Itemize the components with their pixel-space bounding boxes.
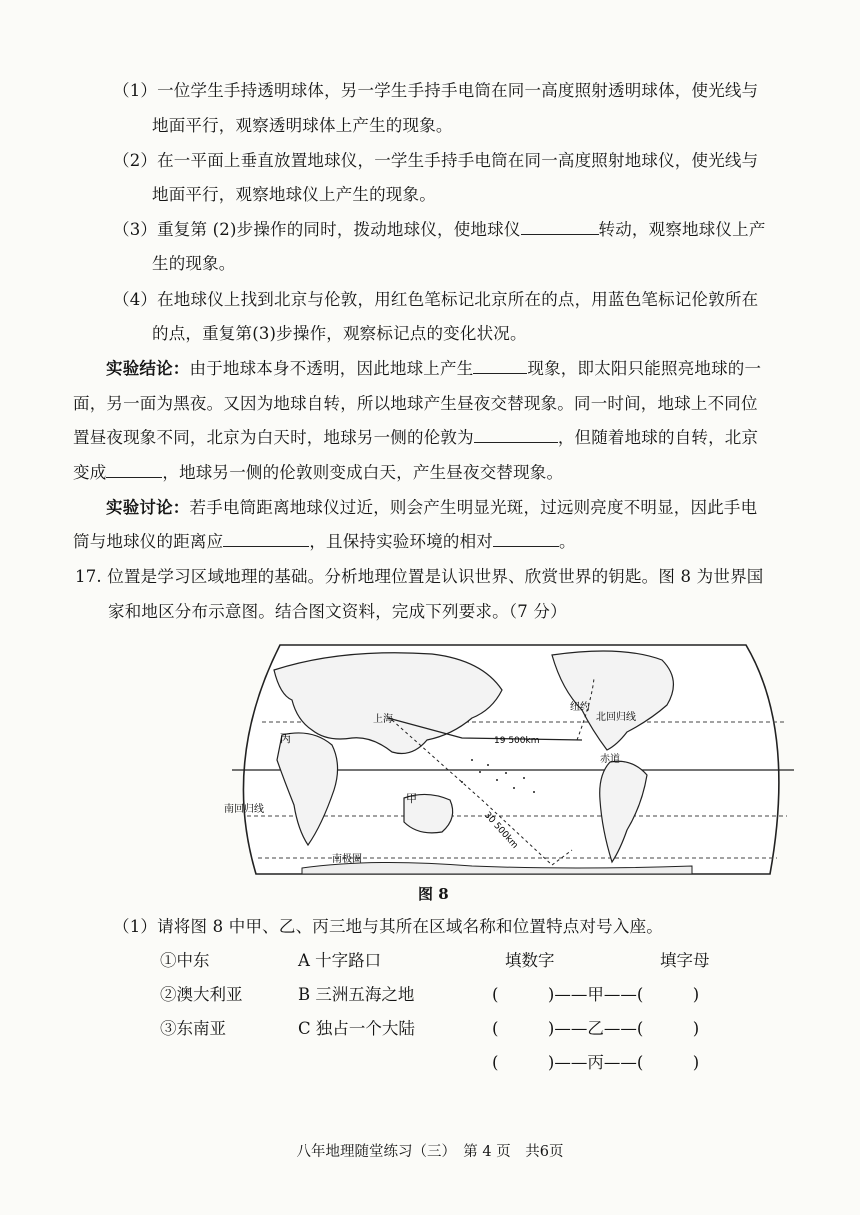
conclusion-text-1b: 现象，即太阳只能照亮地球的一 bbox=[527, 359, 762, 378]
label-tropic-capricorn: 南回归线 bbox=[224, 804, 264, 815]
letter-bracket-yi[interactable]: ( ) bbox=[636, 1019, 700, 1038]
header-fill-letter: 填字母 bbox=[660, 951, 710, 970]
letter-bracket-bing[interactable]: ( ) bbox=[636, 1053, 700, 1072]
match-row-jia: ( )——甲——( ) bbox=[492, 985, 700, 1004]
step1-line2: 地面平行，观察透明球体上产生的现象。 bbox=[152, 116, 453, 135]
step1-line1: （1）一位学生手持透明球体，另一学生手持手电筒在同一高度照射透明球体，使光线与 bbox=[113, 81, 759, 100]
conclusion-text-4a: 变成 bbox=[73, 463, 107, 482]
step4-line2: 的点，重复第(3)步操作，观察标记点的变化状况。 bbox=[152, 324, 527, 343]
label-antarctic: 南极圈 bbox=[332, 854, 362, 865]
discussion-text-2a: 筒与地球仪的距离应 bbox=[73, 532, 224, 551]
discussion-line2 bbox=[73, 528, 576, 552]
feature-c: C 独占一个大陆 bbox=[298, 1019, 415, 1038]
world-map-svg bbox=[222, 640, 804, 878]
step3-line1 bbox=[113, 216, 766, 240]
discussion-text-2c: 。 bbox=[559, 532, 576, 551]
conclusion-line1 bbox=[106, 355, 761, 379]
conclusion-blank-2[interactable] bbox=[474, 428, 558, 443]
q17-line1: 17. 位置是学习区域地理的基础。分析地理位置是认识世界、欣赏世界的钥匙。图 8 为世界国 bbox=[75, 567, 764, 586]
discussion-text-1: 若手电筒距离地球仪过近，则会产生明显光斑，过远则亮度不明显，因此手电 bbox=[189, 498, 758, 517]
conclusion-blank-3[interactable] bbox=[106, 463, 162, 478]
conclusion-text-1a: 由于地球本身不透明，因此地球上产生 bbox=[189, 359, 474, 378]
label-dist2: 30 500km bbox=[481, 810, 520, 851]
region-1: ①中东 bbox=[160, 951, 210, 970]
conclusion-line4 bbox=[73, 459, 563, 483]
sub1-prompt: （1）请将图 8 中甲、乙、丙三地与其所在区域名称和位置特点对号入座。 bbox=[113, 917, 663, 936]
conclusion-line3 bbox=[73, 424, 758, 448]
label-jia: 甲 bbox=[406, 792, 417, 805]
label-newyork: 纽约 bbox=[570, 702, 590, 713]
place-bing: 丙 bbox=[587, 1053, 604, 1072]
header-fill-number: 填数字 bbox=[505, 951, 555, 970]
step3-blank[interactable] bbox=[521, 220, 599, 235]
step3-line2: 生的现象。 bbox=[152, 254, 236, 273]
label-shanghai: 上海 bbox=[373, 714, 393, 725]
match-row-bing: ( )——丙——( ) bbox=[492, 1053, 700, 1072]
discussion-blank-2[interactable] bbox=[493, 532, 559, 547]
label-tropic-cancer: 北回归线 bbox=[596, 712, 636, 723]
step4-line1: （4）在地球仪上找到北京与伦敦，用红色笔标记北京所在的点，用蓝色笔标记伦敦所在 bbox=[113, 290, 759, 309]
letter-bracket-jia[interactable]: ( ) bbox=[636, 985, 700, 1004]
step3-text-a: （3）重复第 (2)步操作的同时，拨动地球仪，使地球仪 bbox=[113, 220, 521, 239]
page-footer: 八年地理随堂练习（三） 第 4 页 共6页 bbox=[296, 1144, 564, 1160]
place-yi: 乙 bbox=[587, 1019, 604, 1038]
label-equator: 赤道 bbox=[600, 754, 620, 765]
conclusion-text-3a: 置昼夜现象不同，北京为白天时，地球另一侧的伦敦为 bbox=[73, 428, 474, 447]
step3-text-b: 转动，观察地球仪上产 bbox=[598, 220, 766, 239]
place-jia: 甲 bbox=[587, 985, 604, 1004]
step2-line1: （2）在一平面上垂直放置地球仪，一学生手持手电筒在同一高度照射地球仪，使光线与 bbox=[113, 151, 759, 170]
discussion-text-2b: ，且保持实验环境的相对 bbox=[309, 532, 494, 551]
q17-line2: 家和地区分布示意图。结合图文资料，完成下列要求。（7 分） bbox=[108, 602, 567, 621]
conclusion-label: 实验结论： bbox=[106, 359, 190, 378]
conclusion-blank-1[interactable] bbox=[473, 359, 527, 374]
match-row-yi: ( )——乙——( ) bbox=[492, 1019, 700, 1038]
world-map-figure bbox=[222, 640, 804, 878]
conclusion-line2: 面，另一面为黑夜。又因为地球自转，所以地球产生昼夜交替现象。同一时间，地球上不同位 bbox=[73, 394, 758, 413]
conclusion-text-3b: ，但随着地球的自转，北京 bbox=[557, 428, 759, 447]
discussion-label: 实验讨论： bbox=[106, 498, 190, 517]
conclusion-text-4b: ，地球另一侧的伦敦则变成白天，产生昼夜交替现象。 bbox=[162, 463, 564, 482]
num-bracket-yi[interactable]: ( ) bbox=[492, 1019, 555, 1038]
feature-a: A 十字路口 bbox=[298, 951, 382, 970]
region-3: ③东南亚 bbox=[160, 1019, 226, 1038]
figure-caption: 图 8 bbox=[418, 885, 449, 903]
step2-line2: 地面平行，观察地球仪上产生的现象。 bbox=[152, 185, 436, 204]
num-bracket-bing[interactable]: ( ) bbox=[492, 1053, 555, 1072]
label-bing: 丙 bbox=[280, 732, 291, 745]
discussion-blank-1[interactable] bbox=[223, 532, 309, 547]
num-bracket-jia[interactable]: ( ) bbox=[492, 985, 555, 1004]
region-2: ②澳大利亚 bbox=[160, 985, 243, 1004]
feature-b: B 三洲五海之地 bbox=[298, 985, 415, 1004]
discussion-line1 bbox=[106, 494, 757, 518]
label-dist1: 19 500km bbox=[494, 736, 540, 746]
